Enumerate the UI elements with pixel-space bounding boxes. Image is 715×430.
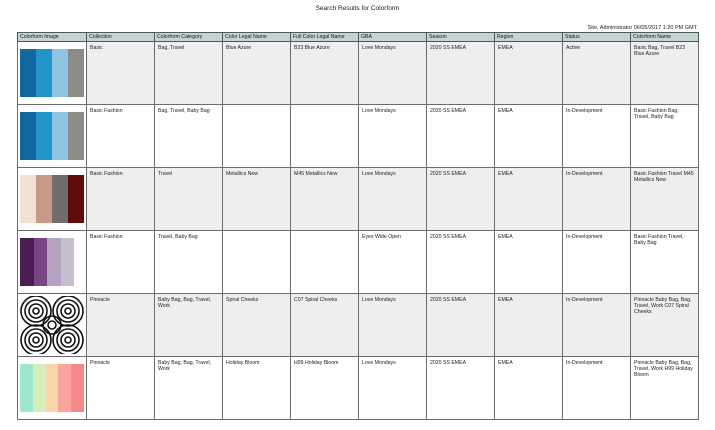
column-header-full-color-legal-name[interactable]: Full Color Legal Name (291, 33, 359, 42)
swatch-stripe (52, 49, 68, 97)
column-header-season[interactable]: Season (427, 33, 495, 42)
colorform-image-cell[interactable] (18, 168, 87, 231)
swatch-stripe (20, 364, 33, 412)
colorform-image-cell[interactable] (18, 294, 87, 357)
region-cell: EMEA (495, 231, 563, 294)
column-header-collection[interactable]: Collection (87, 33, 155, 42)
colorform-swatch[interactable] (20, 112, 84, 160)
colorform-name-cell: Basic Fashion Travel M45 Metallics New (631, 168, 699, 231)
user-timestamp: Site, Administrator 06/05/2017 1:20 PM GMT (587, 25, 697, 31)
status-cell: Active (563, 42, 631, 105)
region-cell: EMEA (495, 105, 563, 168)
season-cell: 2020 SS EMEA (427, 42, 495, 105)
category-cell: Travel, Baby Bag (155, 231, 223, 294)
table-header-row (18, 33, 699, 42)
season-cell: 2020 SS EMEA (427, 357, 495, 420)
results-table (17, 32, 699, 420)
color-legal-name-cell: Metallics New (223, 168, 291, 231)
colorform-name-cell: Basic Bag, Travel B23 Blue Azure (631, 42, 699, 105)
category-cell: Travel (155, 168, 223, 231)
gba-cell: Love Mondays (359, 168, 427, 231)
collection-cell: Basic Fashion (87, 231, 155, 294)
gba-cell: Love Mondays (359, 294, 427, 357)
spiral-pattern-image[interactable] (20, 296, 84, 354)
colorform-swatch[interactable] (20, 364, 84, 412)
collection-cell: Basic (87, 42, 155, 105)
region-cell: EMEA (495, 168, 563, 231)
swatch-stripe (68, 175, 84, 223)
color-legal-name-cell: Holiday Bloom (223, 357, 291, 420)
swatch-stripe (61, 238, 75, 286)
table-row[interactable] (18, 231, 699, 294)
page-title: Search Results for Colorform (315, 5, 400, 12)
full-color-legal-name-cell: B23 Blue Azure (291, 42, 359, 105)
category-cell: Bag, Travel (155, 42, 223, 105)
season-cell: 2020 SS EMEA (427, 294, 495, 357)
swatch-stripe (71, 364, 84, 412)
colorform-name-cell: Pinnacle Baby Bag, Bag, Travel, Work C07 Spiral Cheeks (631, 294, 699, 357)
swatch-stripe (36, 49, 52, 97)
swatch-stripe (47, 238, 61, 286)
swatch-stripe (68, 112, 84, 160)
category-cell: Baby Bag, Bag, Travel, Work (155, 357, 223, 420)
colorform-name-cell: Basic Fashion Travel, Baby Bag (631, 231, 699, 294)
full-color-legal-name-cell: C07 Spiral Cheeks (291, 294, 359, 357)
table-row[interactable] (18, 357, 699, 420)
full-color-legal-name-cell: H99 Holiday Bloom (291, 357, 359, 420)
full-color-legal-name-cell (291, 105, 359, 168)
season-cell: 2020 SS EMEA (427, 105, 495, 168)
gba-cell: Love Mondays (359, 357, 427, 420)
full-color-legal-name-cell (291, 231, 359, 294)
swatch-stripe (33, 364, 46, 412)
table-row[interactable] (18, 294, 699, 357)
colorform-name-cell: Pinnacle Baby Bag, Bag, Travel, Work H99 Holiday Bloom (631, 357, 699, 420)
category-cell: Baby Bag, Bag, Travel, Work (155, 294, 223, 357)
collection-cell: Basic Fashion (87, 168, 155, 231)
status-cell: In-Development (563, 231, 631, 294)
status-cell: In-Development (563, 357, 631, 420)
colorform-image-cell[interactable] (18, 231, 87, 294)
status-cell: In-Development (563, 294, 631, 357)
collection-cell: Basic Fashion (87, 105, 155, 168)
colorform-image-cell[interactable] (18, 357, 87, 420)
column-header-colorform-image[interactable]: Colorform Image (18, 33, 87, 42)
swatch-stripe (20, 238, 34, 286)
color-legal-name-cell (223, 231, 291, 294)
colorform-image-cell[interactable] (18, 105, 87, 168)
status-cell: In-Development (563, 168, 631, 231)
color-legal-name-cell (223, 105, 291, 168)
swatch-stripe (36, 112, 52, 160)
column-header-colorform-name[interactable]: Colorform Name (631, 33, 699, 42)
swatch-stripe (36, 175, 52, 223)
swatch-stripe (68, 49, 84, 97)
swatch-stripe (46, 364, 59, 412)
column-header-gba[interactable]: GBA (359, 33, 427, 42)
swatch-stripe (20, 112, 36, 160)
full-color-legal-name-cell: M45 Metallics New (291, 168, 359, 231)
region-cell: EMEA (495, 42, 563, 105)
color-legal-name-cell: Blue Azure (223, 42, 291, 105)
colorform-swatch[interactable] (20, 49, 84, 97)
color-legal-name-cell: Spiral Cheeks (223, 294, 291, 357)
table-row[interactable] (18, 168, 699, 231)
swatch-stripe (52, 112, 68, 160)
category-cell: Bag, Travel, Baby Bag (155, 105, 223, 168)
table-row[interactable] (18, 42, 699, 105)
gba-cell: Love Mondays (359, 42, 427, 105)
gba-cell: Love Mondays (359, 105, 427, 168)
status-cell: In-Development (563, 105, 631, 168)
collection-cell: Pinnacle (87, 294, 155, 357)
gba-cell: Eyes Wide Open (359, 231, 427, 294)
swatch-stripe (34, 238, 48, 286)
swatch-stripe (52, 175, 68, 223)
swatch-stripe (58, 364, 71, 412)
table-row[interactable] (18, 105, 699, 168)
collection-cell: Pinnacle (87, 357, 155, 420)
column-header-color-legal-name[interactable]: Color Legal Name (223, 33, 291, 42)
colorform-image-cell[interactable] (18, 42, 87, 105)
colorform-swatch[interactable] (20, 175, 84, 223)
region-cell: EMEA (495, 357, 563, 420)
column-header-status[interactable]: Status (563, 33, 631, 42)
colorform-swatch[interactable] (20, 238, 74, 286)
season-cell: 2020 SS EMEA (427, 231, 495, 294)
region-cell: EMEA (495, 294, 563, 357)
colorform-name-cell: Basic Fashion Bag, Travel, Baby Bag (631, 105, 699, 168)
column-header-colorform-category[interactable]: Colorform Category (155, 33, 223, 42)
swatch-stripe (20, 49, 36, 97)
swatch-stripe (20, 175, 36, 223)
season-cell: 2020 SS EMEA (427, 168, 495, 231)
column-header-region[interactable]: Region (495, 33, 563, 42)
